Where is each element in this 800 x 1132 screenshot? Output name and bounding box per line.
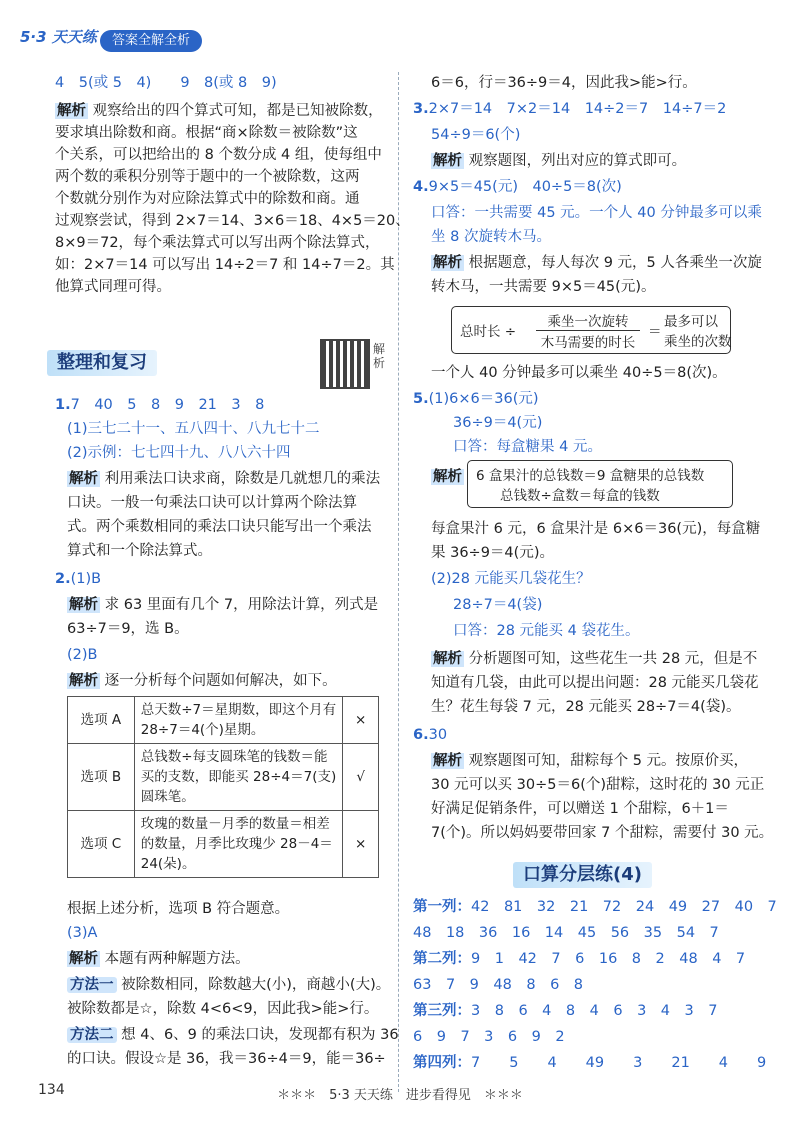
- analysis-table: [67, 696, 379, 878]
- q2-part3: (3)A: [67, 925, 98, 941]
- oral-row: 第一列：42 81 32 21 72 24 49 27 40 7: [413, 899, 777, 915]
- q1-part1: (1)三七二十一、五八四十、八九七十二: [67, 421, 320, 437]
- analysis-line: 解析 根据题意，每人每次 9 元，5 人各乘坐一次旋: [433, 255, 762, 271]
- q4-answer: 4.9×5＝45(元) 40÷5＝8(次): [413, 179, 622, 195]
- text-line: 6＝6，行＝36÷9＝4，因此我>能>行。: [431, 75, 697, 91]
- text-line: 式。两个乘数相同的乘法口诀只能写出一个乘法: [67, 519, 372, 535]
- q2-answer: 2.(1)B: [55, 571, 102, 587]
- q5-answer: 5.(1)6×6＝36(元): [413, 391, 539, 407]
- option-cell: 选项 C: [68, 811, 135, 878]
- q5-calc-2: 28÷7＝4(袋): [453, 597, 543, 613]
- analysis-label: 解析: [433, 469, 462, 485]
- formula-box-2: 6 盒果汁的总钱数＝9 盒糖果的总钱数 总钱数÷盒数＝每盒的钱数: [467, 460, 733, 508]
- analysis-line: 解析 逐一分析每个问题如何解决，如下。: [69, 673, 337, 689]
- mark-cell: √: [343, 744, 379, 811]
- q3-answer-2: 54÷9＝6(个): [431, 127, 521, 143]
- qr-label: 解析: [373, 342, 386, 370]
- method-one: 方法一 被除数相同，除数越大(小)，商越小(大)。: [67, 974, 390, 996]
- answer-line: 4 5(或 5 4) 9 8(或 8 9): [55, 75, 277, 91]
- page-number: 134: [38, 1082, 65, 1098]
- analysis-line: 解析 本题有两种解题方法。: [69, 951, 250, 967]
- logo-text: 5·3 天天练: [20, 28, 97, 46]
- analysis-line: 解析 观察题图可知，甜粽每个 5 元。按原价买，: [433, 753, 749, 769]
- q1-part2: (2)示例：七七四十九、八八六十四: [67, 445, 291, 461]
- text-line: 知道有几袋，由此可以提出问题：28 元能买几袋花: [431, 675, 759, 691]
- option-cell: 选项 A: [68, 697, 135, 744]
- oral-row: 48 18 36 16 14 45 56 35 54 7: [413, 925, 719, 941]
- desc-cell: 总钱数÷每支圆珠笔的钱数＝能 买的支数，即能买 28÷4＝7(支) 圆珠笔。: [134, 744, 343, 811]
- mark-cell: ×: [343, 697, 379, 744]
- footer-slogan: ＊＊＊ 5·3 天天练 进步看得见 ＊＊＊: [277, 1088, 523, 1103]
- q5-reply: 口答：每盒糖果 4 元。: [453, 439, 602, 455]
- oral-row: 6 9 7 3 6 9 2: [413, 1029, 565, 1045]
- analysis-line: 解析 求 63 里面有几个 7，用除法计算，列式是: [69, 597, 379, 613]
- section-title: 整理和复习: [47, 350, 157, 376]
- q4-reply-2: 坐 8 次旋转木马。: [431, 229, 551, 245]
- desc-cell: 玫瑰的数量－月季的数量＝相差 的数量，月季比玫瑰少 28－4＝ 24(朵)。: [134, 811, 343, 878]
- table-row: [68, 811, 379, 878]
- text-line: 好满足促销条件，可以赠送 1 个甜粽，6＋1＝: [431, 801, 729, 817]
- analysis-line: 解析 利用乘法口诀求商，除数是几就想几的乘法: [69, 471, 381, 487]
- analysis-line: 解析 观察给出的四个算式可知，都是已知被除数，: [57, 103, 383, 119]
- text-line: 要求填出除数和商。根据“商×除数＝被除数”这: [55, 125, 358, 141]
- mark-cell: ×: [343, 811, 379, 878]
- desc-cell: 总天数÷7＝星期数，即这个月有 28÷7＝4(个)星期。: [134, 697, 343, 744]
- oral-row: 第三列：3 8 6 4 8 4 6 3 4 3 7: [413, 1003, 718, 1019]
- q3-answer: 3.2×7＝14 7×2＝14 14÷2＝7 14÷7＝2: [413, 101, 727, 117]
- text-line: 个关系，可以把给出的 8 个数分成 4 组，使每组中: [55, 147, 382, 163]
- method-two: 方法二 想 4、6、9 的乘法口诀，发现都有积为 36: [67, 1024, 399, 1046]
- q4-reply: 口答：一共需要 45 元。一个人 40 分钟最多可以乘: [431, 205, 762, 221]
- text-line: 的口诀。假设☆是 36，我＝36÷4＝9，能＝36÷: [67, 1051, 386, 1067]
- oral-row: 第二列：9 1 42 7 6 16 8 2 48 4 7: [413, 951, 746, 967]
- table-row: [68, 697, 379, 744]
- text-line: 生？花生每袋 7 元，28 元能买 28÷7＝4(袋)。: [431, 699, 741, 715]
- text-line: 过观察尝试，得到 2×7＝14、3×6＝18、4×5＝20、: [55, 213, 410, 229]
- header-tag: 答案全解全析: [100, 30, 202, 52]
- analysis-line: 解析 分析题图可知，这些花生一共 28 元，但是不: [433, 651, 758, 667]
- text-line: 8×9＝72，每个乘法算式可以写出两个除法算式，: [55, 235, 380, 251]
- option-cell: 选项 B: [68, 744, 135, 811]
- analysis-line: 解析 观察题图，列出对应的算式即可。: [433, 153, 687, 169]
- q1-answer: 1.7 40 5 8 9 21 3 8: [55, 397, 265, 413]
- text-line: 30 元可以买 30÷5＝6(个)甜粽，这时花的 30 元正: [431, 777, 765, 793]
- table-row: [68, 744, 379, 811]
- q2-part2: (2)B: [67, 647, 98, 663]
- text-line: 两个数的乘积分别等于题中的一个被除数，这两: [55, 169, 360, 185]
- text-line: 被除数都是☆，除数 4<6<9，因此我>能>行。: [67, 1001, 379, 1017]
- text-line: 如：2×7＝14 可以写出 14÷2＝7 和 14÷7＝2。其: [55, 257, 395, 273]
- text-line: 果 36÷9＝4(元)。: [431, 545, 554, 561]
- q5-calc: 36÷9＝4(元): [453, 415, 543, 431]
- text-line: 7(个)。所以妈妈要带回家 7 个甜粽，需要付 30 元。: [431, 825, 774, 841]
- text-line: 算式和一个除法算式。: [67, 543, 212, 559]
- text-line: 63÷7＝9，选 B。: [67, 621, 189, 637]
- text-line: 个数就分别作为对应除法算式中的除数和商。通: [55, 191, 360, 207]
- logo: [20, 26, 97, 58]
- oral-row: 第四列：7 5 4 49 3 21 4 9: [413, 1055, 767, 1071]
- text-line: 转木马，一共需要 9×5＝45(元)。: [431, 279, 656, 295]
- text-line: 每盒果汁 6 元，6 盒果汁是 6×6＝36(元)，每盒糖: [431, 521, 761, 537]
- formula-box: 总时长 ÷ 乘坐一次旋转 木马需要的时长 ＝ 最多可以 乘坐的次数: [451, 306, 731, 354]
- text-line: 口诀。一般一句乘法口诀可以计算两个除法算: [67, 495, 357, 511]
- q5-part2: (2)28 元能买几袋花生？: [431, 571, 591, 587]
- oral-row: 63 7 9 48 8 6 8: [413, 977, 584, 993]
- qr-code[interactable]: [320, 339, 370, 389]
- section-title-2: 口算分层练(4): [513, 862, 652, 888]
- text-line: 他算式同理可得。: [55, 279, 171, 295]
- text-line: 根据上述分析，选项 B 符合题意。: [67, 901, 290, 917]
- q6-answer: 6.30: [413, 727, 448, 743]
- text-line: 一个人 40 分钟最多可以乘坐 40÷5＝8(次)。: [431, 365, 727, 381]
- q5-reply-2: 口答：28 元能买 4 袋花生。: [453, 623, 640, 639]
